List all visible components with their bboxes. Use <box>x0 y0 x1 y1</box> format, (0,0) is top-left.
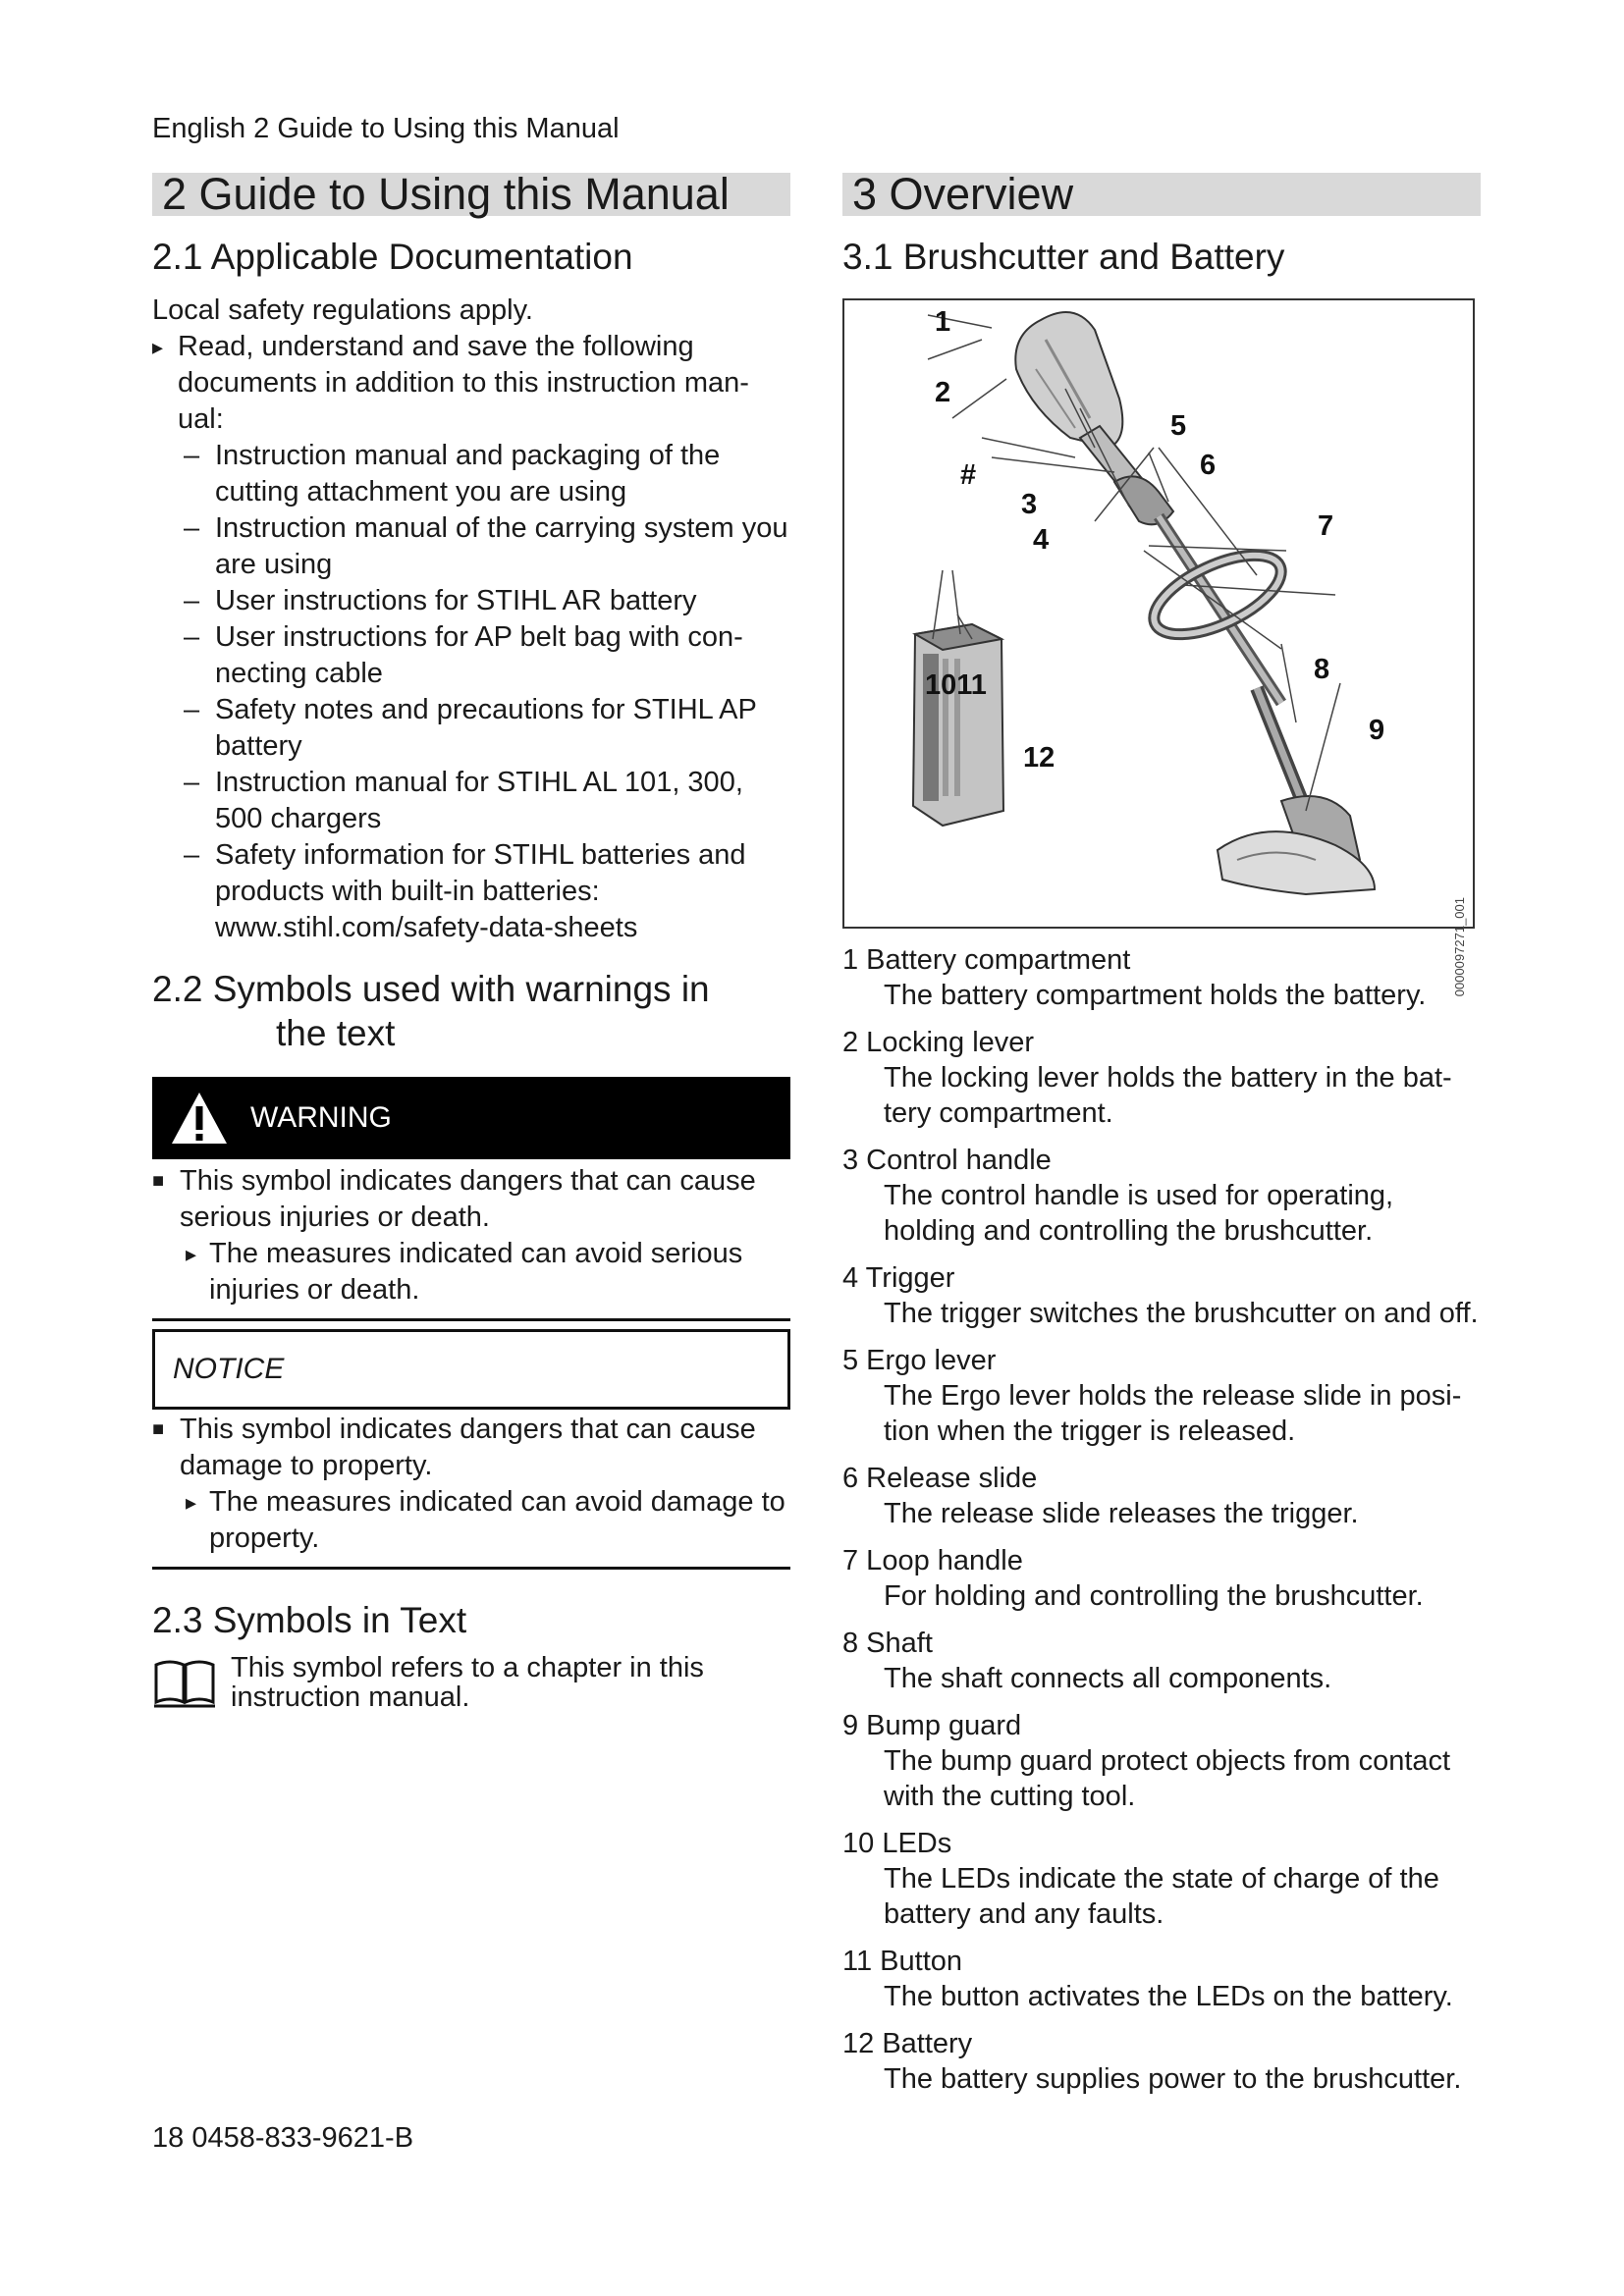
instruction-text: Read, understand and save the following documents in addition to this instruction man- ual: <box>178 331 749 436</box>
divider <box>152 1567 790 1570</box>
legend-title: 2 Locking lever <box>842 1027 1035 1059</box>
legend-desc: The bump guard protect objects from contact with the cutting tool. <box>884 1745 1451 1813</box>
legend-desc: The LEDs indicate the state of charge of the battery and any faults. <box>884 1863 1439 1931</box>
legend-desc: The shaft connects all components. <box>884 1663 1332 1695</box>
figure-label: 12 <box>1023 742 1056 774</box>
list-item <box>842 1826 1481 1932</box>
section-title-2-2 <box>152 968 790 1055</box>
list-item: – Safety notes and precautions for STIHL AP battery <box>184 692 790 765</box>
legend-desc: The trigger switches the brushcutter on and off. <box>884 1298 1479 1330</box>
figure-label: 5 <box>1170 410 1187 443</box>
legend-list <box>842 942 1481 2097</box>
legend-title: 11 Button <box>842 1946 963 1978</box>
list-item: – Instruction manual for STIHL AL 101, 300, 500 chargers <box>184 765 790 837</box>
figure-label: 8 <box>1314 654 1330 686</box>
list-item <box>842 1025 1481 1131</box>
notice-box <box>152 1329 790 1410</box>
notice-measure: ▸ The measures indicated can avoid damage to property. <box>152 1484 790 1557</box>
section-title-2-3: 2.3 Symbols in Text <box>152 1600 467 1641</box>
legend-title: 7 Loop handle <box>842 1545 1023 1577</box>
list-item <box>842 942 1481 1013</box>
legend-desc: The release slide releases the trigger. <box>884 1498 1359 1530</box>
figure-label: 4 <box>1033 524 1050 557</box>
legend-desc: The Ergo lever holds the release slide in posi- tion when the trigger is released. <box>884 1380 1462 1448</box>
left-column <box>152 169 790 1713</box>
list-item <box>842 2026 1481 2097</box>
figure-code: 0000097271_001 <box>1452 897 1467 997</box>
legend-desc: The battery supplies power to the brushcutter. <box>884 2063 1462 2096</box>
legend-title: 8 Shaft <box>842 1628 933 1660</box>
legend-desc: The button activates the LEDs on the battery. <box>884 1981 1453 2013</box>
list-item <box>842 1260 1481 1331</box>
list-item <box>842 1944 1481 2014</box>
list-item: – User instructions for STIHL AR battery <box>184 583 790 619</box>
figure-label: 1011 <box>925 669 987 702</box>
list-item <box>842 1343 1481 1449</box>
legend-desc: The battery compartment holds the battery. <box>884 980 1427 1012</box>
page-footer: 18 0458-833-9621-B <box>152 2122 414 2154</box>
list-item <box>842 1708 1481 1814</box>
notice-text: ■ This symbol indicates dangers that can cause damage to property. <box>152 1412 790 1484</box>
legend-title: 3 Control handle <box>842 1145 1052 1177</box>
legend-title: 9 Bump guard <box>842 1710 1022 1742</box>
list-item: – User instructions for AP belt bag with con- necting cable <box>184 619 790 692</box>
list-item <box>842 1626 1481 1696</box>
symbol-reference-text: This symbol refers to a chapter in this instruction manual. <box>231 1651 704 1713</box>
legend-title: 4 Trigger <box>842 1262 955 1295</box>
figure-label: 1 <box>935 306 951 339</box>
legend-desc: The locking lever holds the battery in the bat- tery compartment. <box>884 1062 1452 1130</box>
legend-desc: The control handle is used for operating, holding and controlling the brushcutter. <box>884 1180 1394 1248</box>
warning-triangle-icon <box>170 1091 229 1146</box>
list-item: – Instruction manual of the carrying system you are using <box>184 510 790 583</box>
warning-text: ■ This symbol indicates dangers that can cause serious injuries or death. <box>152 1163 790 1236</box>
legend-title: 1 Battery compartment <box>842 944 1131 977</box>
list-item: – Instruction manual and packaging of the cutting attachment you are using <box>184 438 790 510</box>
section-title-line: 2.2 Symbols used with warnings in <box>152 969 710 1010</box>
legend-title: 5 Ergo lever <box>842 1345 997 1377</box>
legend-title: 6 Release slide <box>842 1463 1038 1495</box>
list-item <box>842 1461 1481 1531</box>
running-header: English 2 Guide to Using this Manual <box>152 113 620 144</box>
intro-text: Local safety regulations apply. <box>152 294 533 327</box>
chapter-title-3: 3 Overview <box>842 173 1481 216</box>
divider <box>152 1318 790 1321</box>
figure-label: 7 <box>1318 510 1334 543</box>
figure-label: 2 <box>935 377 951 409</box>
documents-list <box>152 438 790 946</box>
figure-label: 3 <box>1021 489 1038 521</box>
list-item <box>842 1143 1481 1249</box>
notice-label: NOTICE <box>173 1353 285 1386</box>
warning-label: WARNING <box>250 1101 392 1135</box>
figure-label: 9 <box>1369 715 1385 747</box>
warning-banner <box>152 1077 790 1159</box>
instruction-step <box>152 329 790 438</box>
list-item: – Safety information for STIHL batteries and products with built-in batteries: www.stihl.com/safety-data-sheets <box>184 837 790 946</box>
section-title-3-1: 3.1 Brushcutter and Battery <box>842 237 1285 277</box>
symbol-reference <box>152 1653 790 1712</box>
legend-title: 12 Battery <box>842 2028 973 2060</box>
right-column <box>842 169 1481 2097</box>
book-icon <box>152 1657 217 1710</box>
figure-label: 6 <box>1200 450 1217 482</box>
chapter-title-2: 2 Guide to Using this Manual <box>152 173 790 216</box>
legend-title: 10 LEDs <box>842 1828 952 1860</box>
warning-measure: ▸ The measures indicated can avoid serious injuries or death. <box>152 1236 790 1308</box>
legend-desc: For holding and controlling the brushcutter. <box>884 1580 1424 1613</box>
section-title-line: the text <box>276 1012 396 1053</box>
section-title-2-1: 2.1 Applicable Documentation <box>152 237 633 277</box>
figure-label: # <box>960 459 977 492</box>
list-item <box>842 1543 1481 1614</box>
